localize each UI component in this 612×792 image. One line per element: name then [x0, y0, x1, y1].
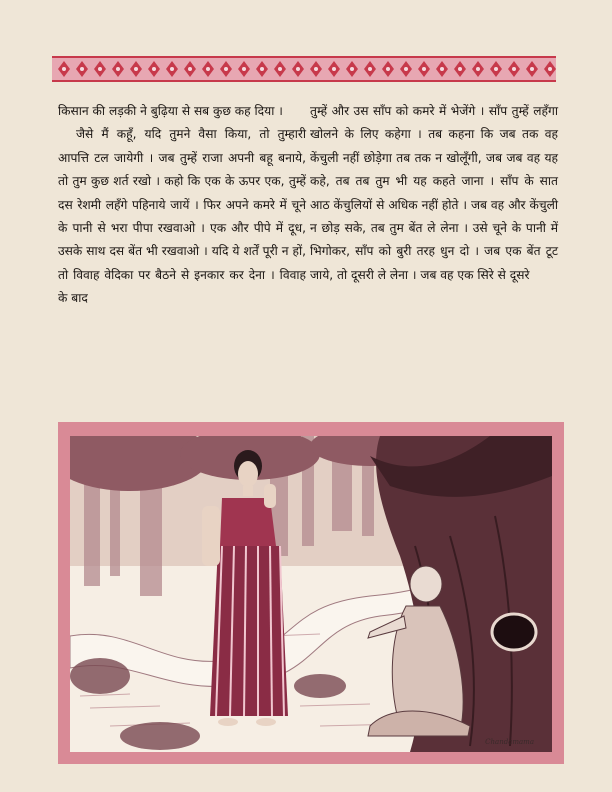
artist-signature: Chandamama — [485, 738, 534, 746]
ornament-dot — [458, 67, 462, 71]
ornament-dot — [512, 67, 516, 71]
ornament-dot — [440, 67, 444, 71]
story-illustration — [70, 436, 552, 752]
ornament-dot — [368, 67, 372, 71]
ornament-dot — [404, 67, 408, 71]
ornament-dot — [332, 67, 336, 71]
ornament-dot — [134, 67, 138, 71]
paragraph: जैसे मैं कहूँ, यदि तुमने वैसा किया, तो तुम्हारी आपत्ति टल जायेगी । जब तुम्हें राजा अपनी बहू बनाये, तो तुम कुछ शर्त रखो । कहो कि एक के ऊपर एक, तुम्हें दस रेशमी लहँगे पहिनाये जायें । फिर अपने कमरे में चूने के पानी से भरा पीपा रखवाओ । एक और पीपे में दूध, उसके साथ दस बेंत भी रखवाओ । यदि ये शर्तें पूरी न हों, तो विवाह वेदिका पर बैठने से इनकार कर देना । विवाह के बाद — [58, 127, 306, 306]
ornament-dot — [188, 67, 192, 71]
ornament-dot — [242, 67, 246, 71]
ornament-dot — [350, 67, 354, 71]
text-column-right — [310, 100, 558, 405]
ornament-dot — [386, 67, 390, 71]
ornament-dot — [494, 67, 498, 71]
ornament-dot — [278, 67, 282, 71]
ornament-dot — [224, 67, 228, 71]
ornament-dot — [116, 67, 120, 71]
ornament-pattern — [52, 58, 556, 80]
ornament-dot — [296, 67, 300, 71]
ornament-dot — [260, 67, 264, 71]
ornament-dot — [80, 67, 84, 71]
decorative-header-band — [52, 56, 556, 82]
ornament-dot — [422, 67, 426, 71]
ornament-dot — [170, 67, 174, 71]
illustration-frame — [58, 422, 564, 764]
forest-scene — [70, 436, 552, 752]
ornament-dot — [98, 67, 102, 71]
ornament-dot — [314, 67, 318, 71]
paragraph: किसान की लड़की ने बुढ़िया से सब कुछ कह दिया । — [58, 104, 283, 118]
paragraph: तुम्हें और उस साँप को कमरे में भेजेंगे । साँप तुम्हें लहँगा खोलने के लिए कहेगा । तब कहना कि जब तक वह केंचुली नहीं छोड़ेगा तब तक न खोलूँगी, जब जब वह यह कहे, तब तब तुम भी यह कहते जाना । साँप के सात आठ केंचुलियों से अधिक नहीं होते । जब वह और केंचुली न छोड़ सके, तब तुम बेंत ले लेना । उसे चूने के पानी में भिगोकर, साँप को बुरी तरह धुन दो । जब एक बेंत टूट जाये, तो दूसरी ले लेना । जब वह एक सिरे से दूसरे — [310, 104, 558, 282]
ornament-dot — [206, 67, 210, 71]
ornament-dot — [62, 67, 66, 71]
ornament-dot — [476, 67, 480, 71]
ornament-dot — [548, 67, 552, 71]
snake-hole — [492, 614, 536, 650]
text-column-left — [58, 100, 306, 405]
ornament-dot — [530, 67, 534, 71]
ornament-dot — [152, 67, 156, 71]
